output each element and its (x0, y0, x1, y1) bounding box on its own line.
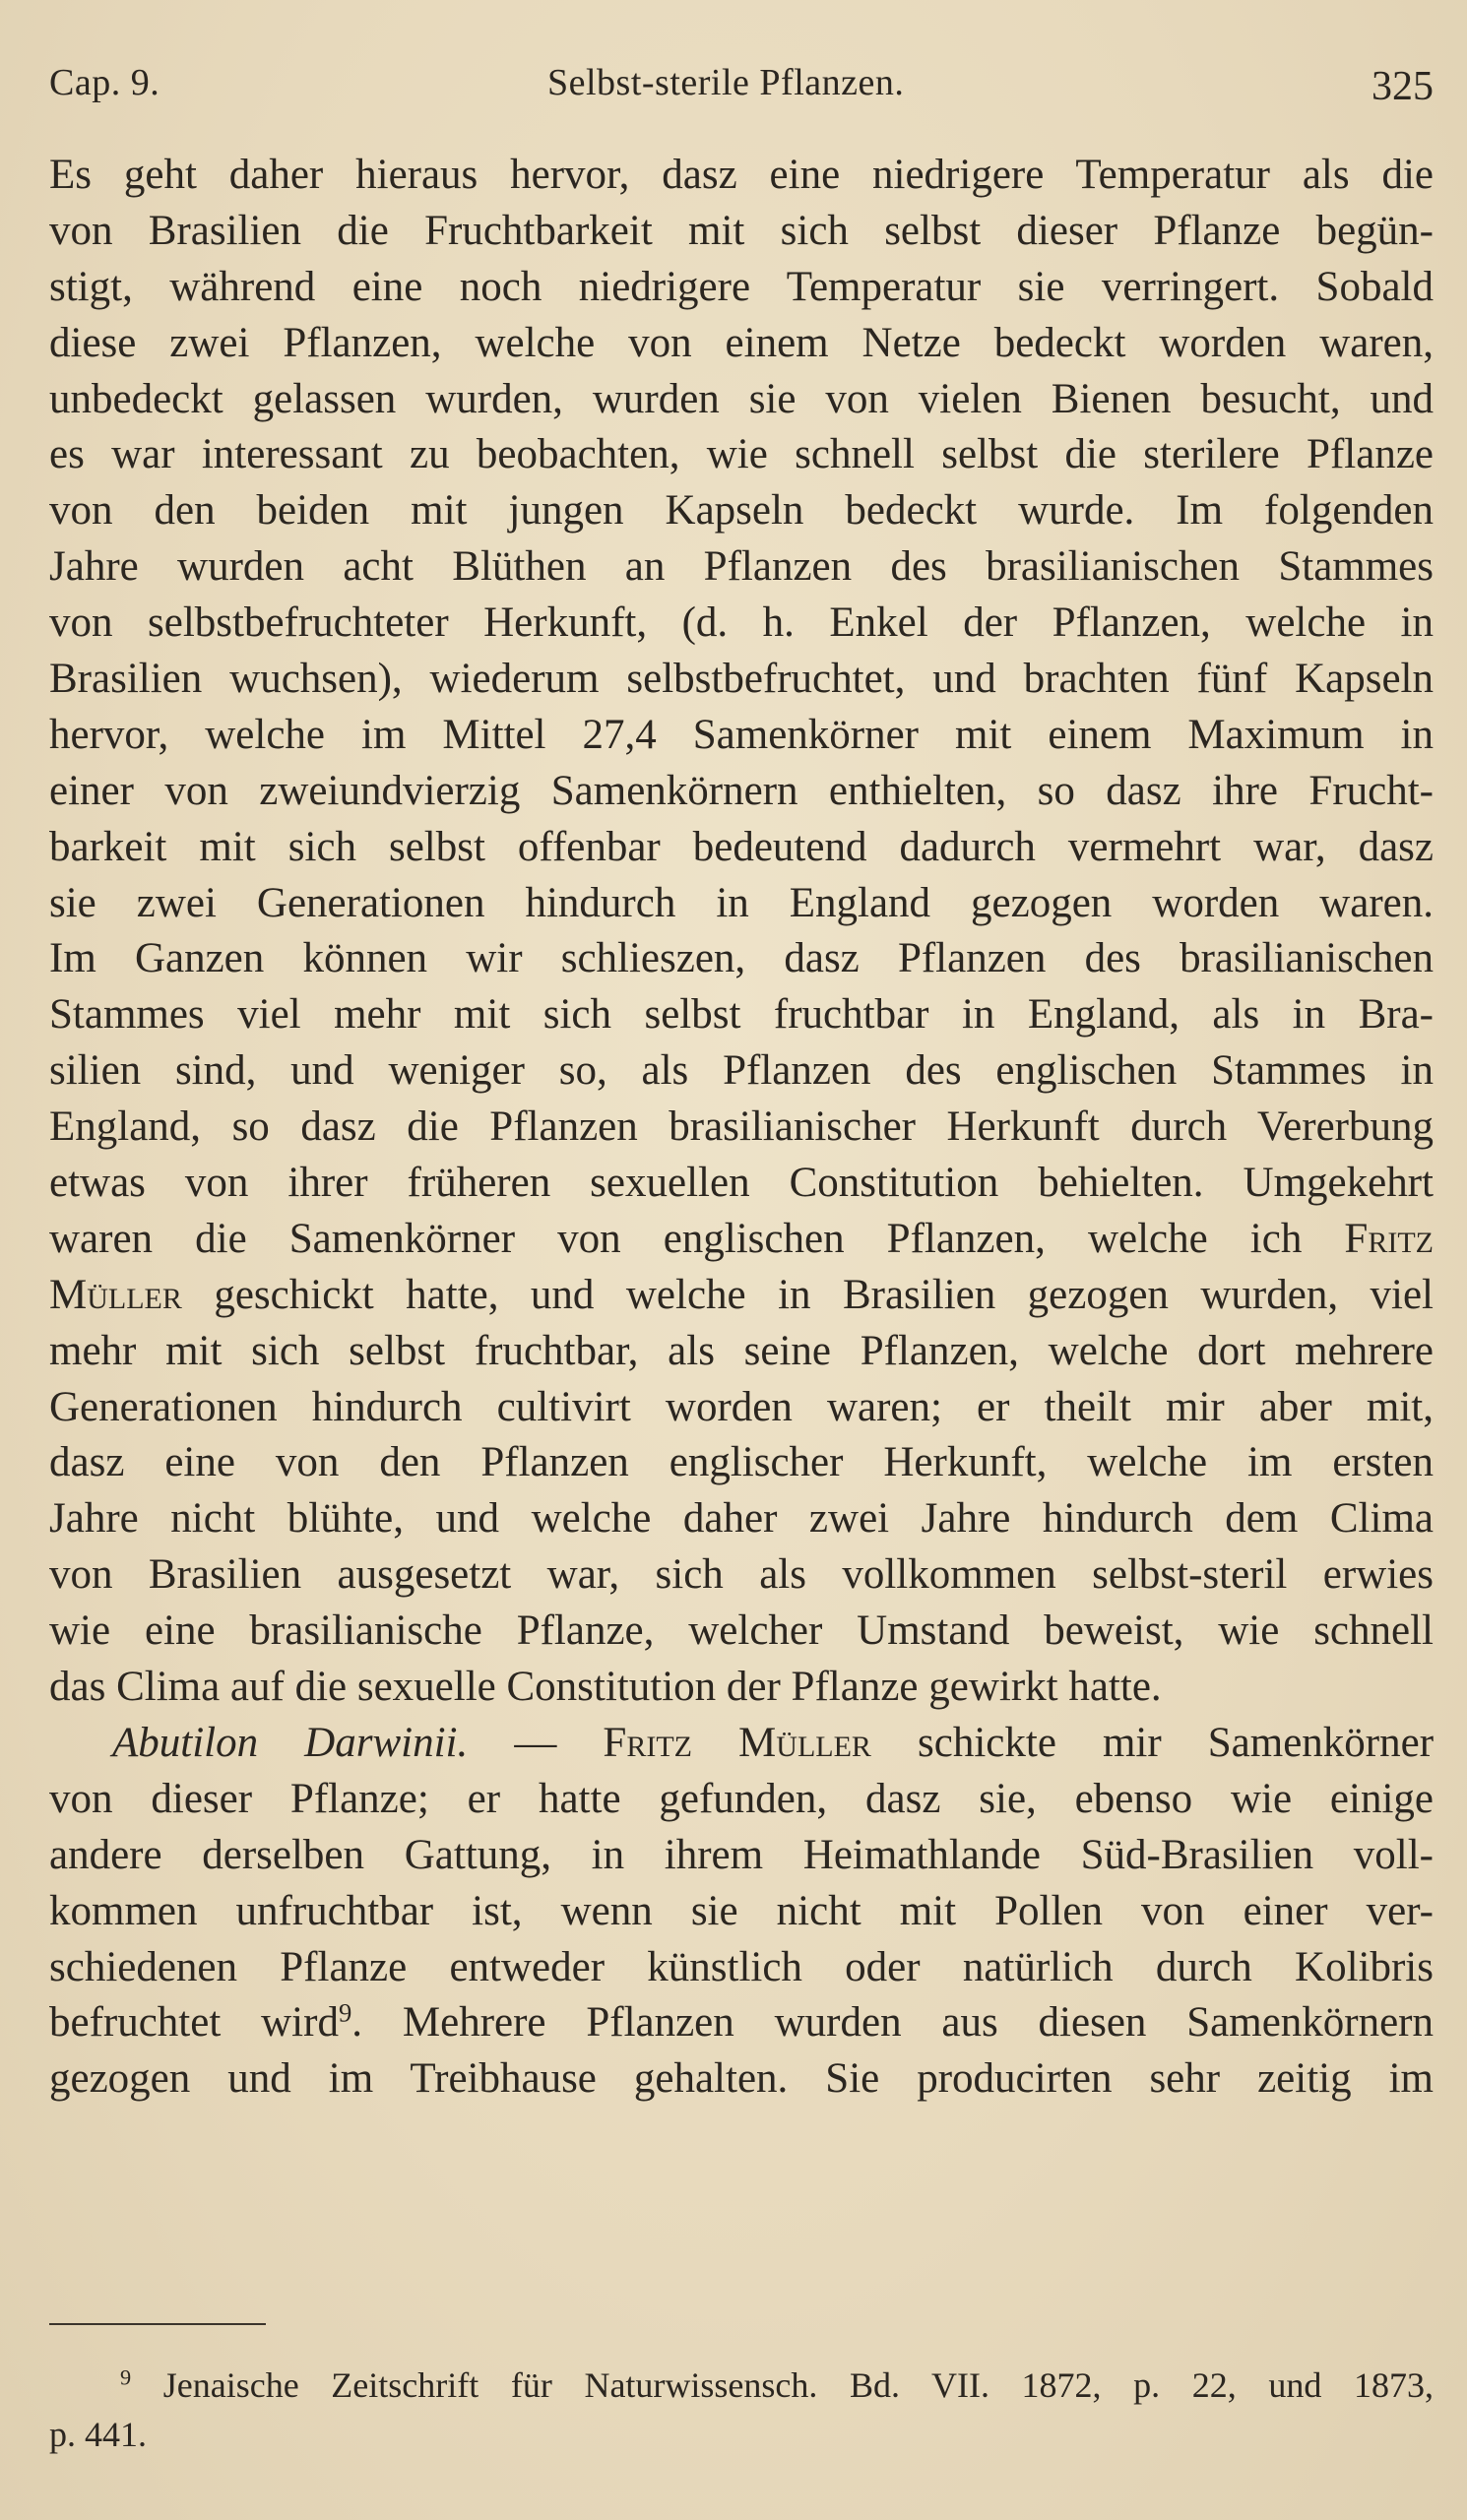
footnote-marker: 9 (120, 2364, 132, 2390)
text-line: sie zwei Generationen hindurch in England gezogen worden waren. (49, 879, 1434, 926)
text-line: von den beiden mit jungen Kapseln bedeckt wurde. Im folgenden (49, 487, 1434, 535)
text-line: kommen unfruchtbar ist, wenn sie nicht mit Pollen von einer ver- (49, 1887, 1434, 1934)
text-line: stigt, während eine noch niedrigere Temperatur sie verringert. Sobald (49, 263, 1434, 310)
text-line: etwas von ihrer früheren sexuellen Constitution behielten. Umgekehrt (49, 1160, 1434, 1207)
text-segment: schickte mir Samenkörner (918, 1719, 1434, 1766)
text-line: wie eine brasilianische Pflanze, welcher Umstand beweist, wie schnell (49, 1607, 1434, 1655)
text-line: von dieser Pflanze; er hatte gefunden, dasz sie, ebenso wie einige (49, 1775, 1434, 1822)
paragraph-start (49, 1716, 1434, 1772)
text-line: Es geht daher hieraus hervor, dasz eine niedrigere Temperatur als die (49, 152, 1434, 198)
text-line: es war interessant zu beobachten, wie schnell selbst die sterilere Pflanze (49, 431, 1434, 478)
text-line: Brasilien wuchsen), wiederum selbstbefruchtet, und brachten fünf Kapseln (49, 656, 1434, 703)
author-name-fritz-mueller: Fritz Müller (603, 1719, 871, 1766)
text-line: dasz eine von den Pflanzen englischer Herkunft, welche im ersten (49, 1439, 1434, 1486)
text-segment: geschickt hatte, und welche in Brasilien gezogen wurden, viel (214, 1271, 1434, 1318)
text-line (49, 1995, 1434, 2051)
text-line: mehr mit sich selbst fruchtbar, als seine Pflanzen, welche dort mehrere (49, 1327, 1434, 1374)
footnote-line: p. 441. (49, 2415, 147, 2454)
text-line: Jahre nicht blühte, und welche daher zwei Jahre hindurch dem Clima (49, 1495, 1434, 1543)
text-line: hervor, welche im Mittel 27,4 Samenkörner mit einem Maximum in (49, 711, 1434, 758)
page-number: 325 (1371, 64, 1434, 109)
text-line: barkeit mit sich selbst offenbar bedeutend dadurch vermehrt war, dasz (49, 823, 1434, 870)
footnote (49, 2361, 1434, 2459)
text-line: schiedenen Pflanze entweder künstlich oder natürlich durch Kolibris (49, 1943, 1434, 1990)
text-line: von selbstbefruchteter Herkunft, (d. h. Enkel der Pflanzen, welche in (49, 599, 1434, 647)
text-line: von Brasilien die Fruchtbarkeit mit sich selbst dieser Pflanze begün- (49, 207, 1434, 254)
text-line: andere derselben Gattung, in ihrem Heimathlande Süd-Brasilien voll- (49, 1831, 1434, 1878)
text-line: diese zwei Pflanzen, welche von einem Netze bedeckt worden waren, (49, 319, 1434, 366)
text-segment: waren die Samenkörner von englischen Pflanzen, welche ich (49, 1215, 1303, 1262)
text-line: silien sind, und weniger so, als Pflanzen des englischen Stammes in (49, 1047, 1434, 1095)
text-line: Generationen hindurch cultivirt worden waren; er theilt mir aber mit, (49, 1383, 1434, 1430)
species-name: Abutilon Darwinii. (112, 1719, 469, 1766)
text-line: Im Ganzen können wir schlieszen, dasz Pflanzen des brasilianischen (49, 935, 1434, 982)
text-line: Jahre wurden acht Blüthen an Pflanzen des brasilianischen Stammes (49, 543, 1434, 591)
text-line (49, 1212, 1434, 1268)
running-title: Selbst-sterile Pflanzen. (547, 62, 905, 103)
text-segment: . Mehrere Pflanzen wurden aus diesen Samenkörnern (351, 1999, 1434, 2047)
body-text (49, 148, 1434, 2108)
text-line: England, so dasz die Pflanzen brasilianischer Herkunft durch Vererbung (49, 1103, 1434, 1151)
author-name-mueller: Müller (49, 1271, 182, 1318)
em-dash: — (514, 1719, 604, 1766)
text-line: Stammes viel mehr mit sich selbst fruchtbar in England, als in Bra- (49, 991, 1434, 1039)
text-segment: befruchtet wird (49, 1999, 339, 2047)
running-header (49, 55, 1434, 114)
footnote-divider (49, 2323, 266, 2325)
text-line: das Clima auf die sexuelle Constitution der Pflanze gewirkt hatte. (49, 1664, 1162, 1711)
text-line: unbedeckt gelassen wurden, wurden sie von vielen Bienen besucht, und (49, 375, 1434, 422)
author-name-fritz: Fritz (1344, 1215, 1434, 1262)
text-line: gezogen und im Treibhause gehalten. Sie producirten sehr zeitig im (49, 2055, 1434, 2103)
text-line: von Brasilien ausgesetzt war, sich als vollkommen selbst-steril erwies (49, 1551, 1434, 1599)
footnote-reference: 9 (338, 1997, 352, 2028)
footnote-text: Jenaische Zeitschrift für Naturwissensch. Bd. VII. 1872, p. 22, und 1873, (131, 2365, 1434, 2405)
text-line: einer von zweiundvierzig Samenkörnern enthielten, so dasz ihre Frucht- (49, 767, 1434, 814)
footnote-line (49, 2361, 1434, 2410)
chapter-label: Cap. 9. (49, 62, 160, 103)
text-line (49, 1268, 1434, 1324)
